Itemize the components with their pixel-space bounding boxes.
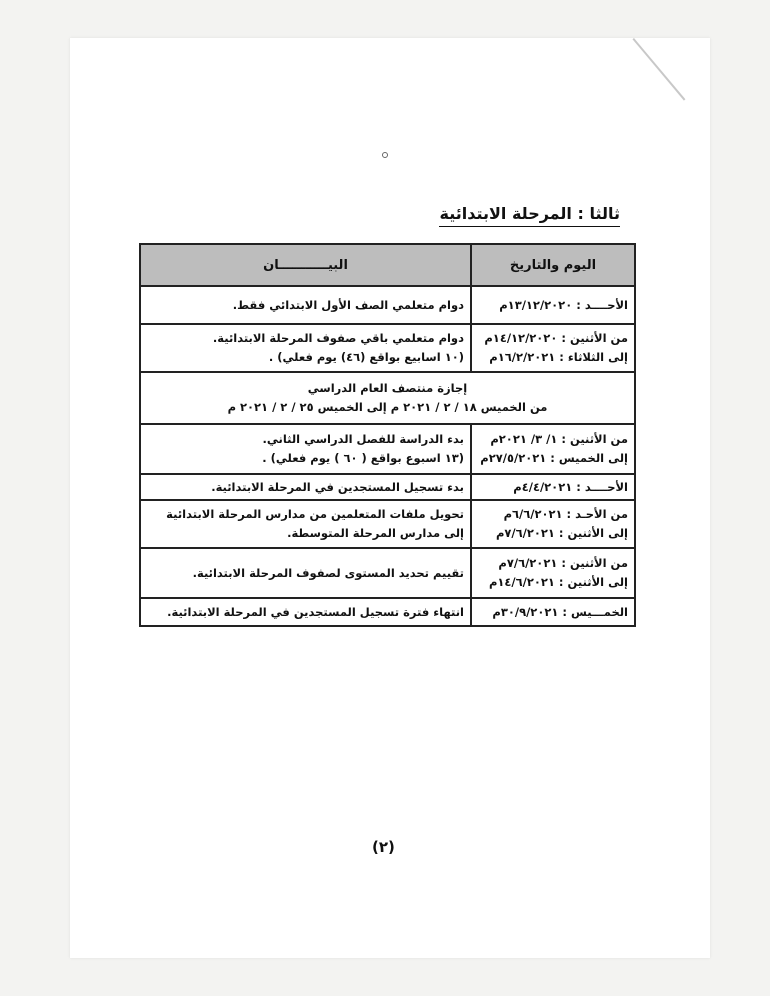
- description-line: (١٠ اسابيع بواقع (٤٦) يوم فعلي) .: [268, 350, 464, 364]
- date-line: إلى الخميس : ٢٧/٥/٢٠٢١م: [480, 451, 628, 465]
- header-description: البيـــــــــــان: [140, 244, 471, 286]
- holiday-title: إجازة منتصف العام الدراسي: [307, 381, 468, 395]
- date-line: إلى الثلاثاء : ١٦/٢/٢٠٢١م: [489, 350, 628, 364]
- table-row: [140, 598, 635, 626]
- description-line: (١٣ اسبوع بواقع ( ٦٠ ) يوم فعلي) .: [262, 451, 464, 465]
- description-line: بدء الدراسة للفصل الدراسي الثاني.: [262, 432, 464, 446]
- date-cell: [471, 474, 635, 500]
- date-line: الأحــــد : ٤/٤/٢٠٢١م: [513, 479, 628, 494]
- date-line: الأحــــد : ١٣/١٢/٢٠٢٠م: [499, 297, 628, 312]
- table-row: [140, 548, 635, 598]
- table-row: [140, 474, 635, 500]
- date-cell: [471, 500, 635, 548]
- date-cell: [471, 548, 635, 598]
- header-date: اليوم والتاريخ: [471, 244, 635, 286]
- description-cell: [140, 500, 471, 548]
- date-line: من الأثنين : ٧/٦/٢٠٢١م: [498, 556, 628, 570]
- description-cell: [140, 424, 471, 474]
- description-line: دوام متعلمي الصف الأول الابتدائي فقط.: [232, 297, 464, 312]
- description-line: دوام متعلمي باقي صفوف المرحلة الابتدائية.: [212, 331, 464, 345]
- description-cell: [140, 324, 471, 372]
- holiday-dates: من الخميس ١٨ / ٢ / ٢٠٢١ م إلى الخميس ٢٥ / ٢ / ٢٠٢١ م: [227, 400, 548, 414]
- description-line: بدء تسجيل المستجدين في المرحلة الابتدائية.: [211, 479, 464, 494]
- date-cell: [471, 598, 635, 626]
- table-header-row: [140, 244, 635, 286]
- date-line: إلى الأثنين : ٧/٦/٢٠٢١م: [495, 526, 628, 540]
- description-line: تقييم تحديد المستوى لصفوف المرحلة الابتدائية.: [192, 565, 464, 580]
- description-cell: [140, 474, 471, 500]
- section-title: ثالثا : المرحلة الابتدائية: [439, 204, 620, 227]
- date-line: من الأحـد : ٦/٦/٢٠٢١م: [503, 507, 628, 521]
- date-line: إلى الأثنين : ١٤/٦/٢٠٢١م: [488, 575, 628, 589]
- page-number: (٢): [372, 838, 395, 856]
- schedule-table: [139, 243, 636, 627]
- date-line: من الأثنين : ١٤/١٢/٢٠٢٠م: [484, 331, 628, 345]
- table-row: [140, 500, 635, 548]
- description-line: إلى مدارس المرحلة المتوسطة.: [287, 526, 464, 540]
- date-line: الخمـــيس : ٣٠/٩/٢٠٢١م: [492, 604, 628, 619]
- holiday-cell: [140, 372, 635, 424]
- description-cell: [140, 286, 471, 324]
- date-cell: [471, 424, 635, 474]
- date-line: من الأثنين : ١/ ٣/ ٢٠٢١م: [490, 432, 628, 446]
- description-cell: [140, 548, 471, 598]
- punch-mark: [382, 152, 388, 158]
- table-row: [140, 324, 635, 372]
- table-row-merged: [140, 372, 635, 424]
- table-row: [140, 286, 635, 324]
- date-cell: [471, 286, 635, 324]
- description-line: انتهاء فترة تسجيل المستجدين في المرحلة الابتدائية.: [167, 604, 464, 619]
- description-line: تحويل ملفات المتعلمين من مدارس المرحلة الابتدائية: [166, 507, 464, 521]
- description-cell: [140, 598, 471, 626]
- table-row: [140, 424, 635, 474]
- date-cell: [471, 324, 635, 372]
